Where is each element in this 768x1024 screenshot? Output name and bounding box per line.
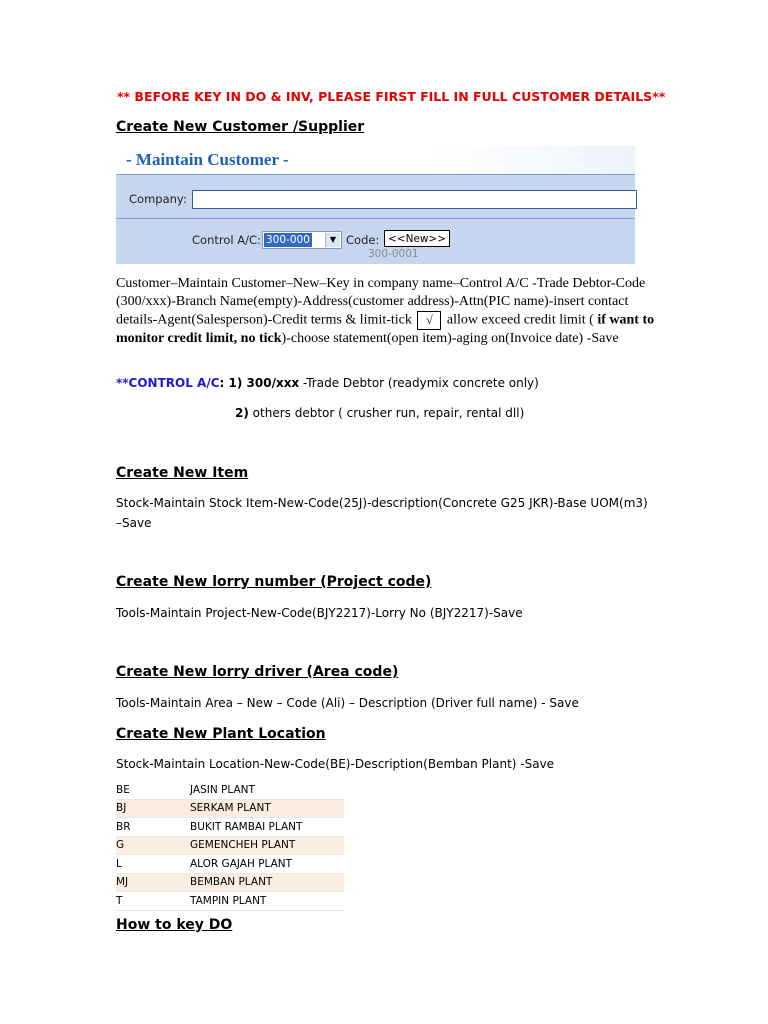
- panel-divider: [116, 174, 635, 175]
- control-ac-value: 300-000: [264, 233, 312, 247]
- panel-title-bar: [116, 146, 635, 174]
- plant-name: BUKIT RAMBAI PLANT: [190, 818, 344, 837]
- control-ac-note-item1-bold: : 1) 300/xxx: [219, 376, 300, 390]
- plant-name: SERKAM PLANT: [190, 799, 344, 818]
- table-row: [116, 873, 344, 892]
- customer-instructions-part1: Customer–Maintain Customer–New–Key in company name–Control A/C -Trade Debtor-Code (300/xxx)-Branch Name(empty)-Address(customer address)-Attn(PIC name)-insert contact details-Agent(Salesperson)-Credit terms & limit-tick: [116, 276, 646, 328]
- plant-name: GEMENCHEH PLANT: [190, 836, 344, 855]
- table-row: [116, 799, 344, 818]
- heading-create-plant: Create New Plant Location: [116, 726, 326, 742]
- plant-code: L: [116, 855, 190, 874]
- plant-name: ALOR GAJAH PLANT: [190, 855, 344, 874]
- control-ac-note-2: [235, 406, 524, 420]
- plant-location-table: [116, 781, 344, 911]
- control-ac-label: Control A/C:: [192, 233, 261, 247]
- panel-divider-2: [116, 218, 635, 219]
- table-row: [116, 818, 344, 837]
- customer-instructions: [116, 275, 672, 348]
- control-ac-note-prefix: **CONTROL A/C: [116, 376, 220, 390]
- plant-code: BR: [116, 818, 190, 837]
- heading-create-driver: Create New lorry driver (Area code): [116, 664, 399, 680]
- heading-create-customer: Create New Customer /Supplier: [116, 119, 365, 135]
- item-instructions: Stock-Maintain Stock Item-New-Code(25J)-description(Concrete G25 JKR)-Base UOM(m3) –Save: [116, 496, 648, 530]
- plant-code: BJ: [116, 799, 190, 818]
- warning-notice: ** BEFORE KEY IN DO & INV, PLEASE FIRST FILL IN FULL CUSTOMER DETAILS**: [117, 89, 666, 104]
- chevron-down-icon[interactable]: ▼: [325, 233, 340, 247]
- control-ac-note-item2-text: others debtor ( crusher run, repair, rental dll): [252, 406, 525, 420]
- customer-instructions-part2: allow exceed credit limit (: [446, 312, 594, 328]
- panel-title: - Maintain Customer -: [126, 150, 289, 169]
- plant-code: MJ: [116, 873, 190, 892]
- heading-create-lorry: Create New lorry number (Project code): [116, 574, 432, 590]
- plant-name: TAMPIN PLANT: [190, 892, 344, 911]
- code-next-number: 300-0001: [368, 248, 419, 260]
- plant-code: T: [116, 892, 190, 911]
- heading-create-item: Create New Item: [116, 465, 249, 481]
- plant-instructions: Stock-Maintain Location-New-Code(BE)-Description(Bemban Plant) -Save: [116, 757, 555, 771]
- plant-name: BEMBAN PLANT: [190, 873, 344, 892]
- table-row: [116, 781, 344, 799]
- company-input[interactable]: [192, 190, 637, 209]
- control-ac-select[interactable]: [262, 231, 342, 249]
- control-ac-note-item1-text: -Trade Debtor (readymix concrete only): [303, 376, 539, 390]
- table-row: [116, 855, 344, 874]
- table-row: [116, 836, 344, 855]
- maintain-customer-panel: [116, 146, 635, 264]
- lorry-instructions: Tools-Maintain Project-New-Code(BJY2217)-Lorry No (BJY2217)-Save: [116, 606, 523, 620]
- code-input[interactable]: <<New>>: [384, 230, 450, 247]
- company-label: Company:: [129, 192, 187, 206]
- control-ac-note-item2-bold: 2): [235, 406, 249, 420]
- plant-code: BE: [116, 781, 190, 799]
- plant-name: JASIN PLANT: [190, 781, 344, 799]
- code-label: Code:: [346, 233, 380, 247]
- customer-instructions-part3: )-choose statement(open item)-aging on(Invoice date) -Save: [281, 331, 619, 346]
- plant-code: G: [116, 836, 190, 855]
- driver-instructions: Tools-Maintain Area – New – Code (Ali) – Description (Driver full name) - Save: [116, 696, 579, 710]
- heading-how-to-key-do: How to key DO: [116, 917, 233, 933]
- tick-box: √: [417, 311, 441, 330]
- table-row: [116, 892, 344, 911]
- customer-instructions-bold: if want to monitor credit limit, no tick: [116, 312, 655, 346]
- control-ac-note-1: [116, 376, 539, 390]
